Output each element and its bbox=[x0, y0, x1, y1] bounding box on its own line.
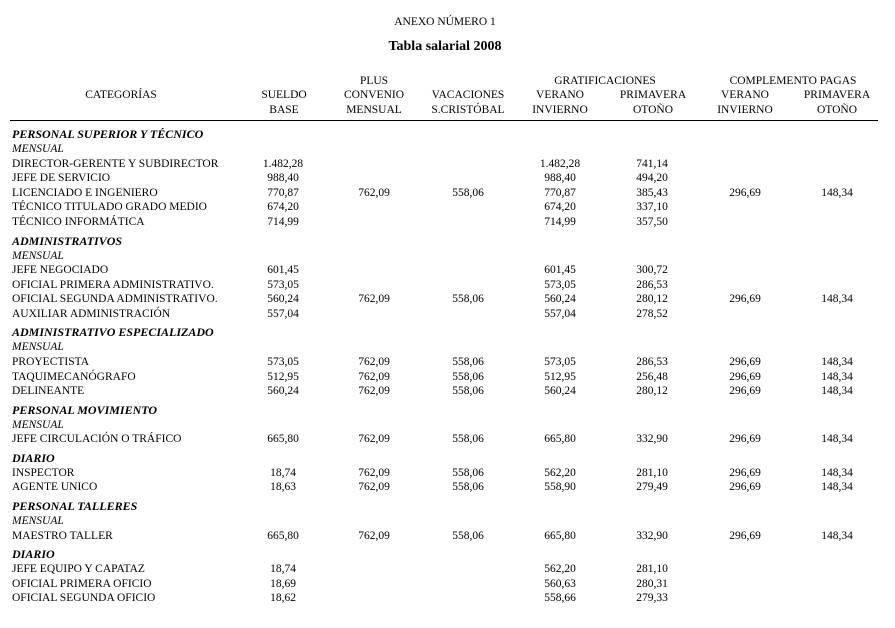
plus-convenio-value: 762,09 bbox=[358, 370, 390, 383]
sueldo-base-value: 770,87 bbox=[267, 186, 299, 199]
plus-convenio-value: 762,09 bbox=[358, 433, 390, 446]
grat-verano-value: 601,45 bbox=[544, 264, 576, 276]
grat-verano-value: 988,40 bbox=[544, 172, 576, 185]
subsection-label: MENSUAL bbox=[12, 143, 64, 155]
comp-verano-value: 296,69 bbox=[729, 481, 761, 494]
comp-primavera-value: 148,34 bbox=[821, 355, 853, 368]
grat-verano-value: 558,66 bbox=[544, 592, 576, 605]
sueldo-base-value: 18,63 bbox=[270, 481, 296, 494]
category-label: AUXILIAR ADMINISTRACIÓN bbox=[12, 307, 171, 320]
grat-primavera-value: 281,10 bbox=[636, 466, 668, 479]
section-heading: PERSONAL TALLERES bbox=[12, 499, 138, 513]
header-sueldo-line1: SUELDO bbox=[261, 89, 307, 101]
grat-verano-value: 560,24 bbox=[544, 385, 576, 398]
category-label: TAQUIMECANÓGRAFO bbox=[12, 370, 136, 383]
vacaciones-value: 558,06 bbox=[452, 186, 484, 199]
header-plus-line3: MENSUAL bbox=[346, 104, 402, 116]
grat-primavera-value: 279,33 bbox=[636, 592, 668, 605]
section-heading: PERSONAL MOVIMIENTO bbox=[12, 402, 158, 417]
grat-primavera-value: 280,12 bbox=[636, 293, 668, 306]
grat-primavera-value: 385,43 bbox=[636, 186, 668, 199]
category-label: JEFE CIRCULACIÓN O TRÁFICO bbox=[12, 433, 182, 446]
sueldo-base-value: 18,69 bbox=[270, 577, 296, 590]
comp-verano-value: 296,69 bbox=[729, 529, 761, 542]
comp-primavera-value: 148,34 bbox=[821, 293, 853, 306]
category-label: TÉCNICO TITULADO GRADO MEDIO bbox=[12, 201, 207, 214]
comp-verano-value: 296,69 bbox=[729, 293, 761, 306]
sueldo-base-value: 573,05 bbox=[267, 278, 299, 291]
section-heading: ADMINISTRATIVO ESPECIALIZADO bbox=[12, 325, 214, 340]
comp-verano-value: 296,69 bbox=[729, 355, 761, 368]
header-vacaciones-line1: VACACIONES bbox=[431, 89, 505, 101]
grat-primavera-value: 741,14 bbox=[636, 157, 668, 170]
comp-primavera-value: 148,34 bbox=[821, 481, 853, 494]
category-label: JEFE DE SERVICIO bbox=[12, 172, 111, 185]
grat-verano-value: 573,05 bbox=[544, 355, 576, 368]
grat-primavera-value: 278,52 bbox=[636, 307, 668, 320]
comp-primavera-value: 148,34 bbox=[821, 433, 853, 446]
grat-verano-value: 557,04 bbox=[544, 307, 576, 320]
subsection-label: MENSUAL bbox=[12, 249, 64, 262]
sueldo-base-value: 18,74 bbox=[270, 563, 296, 576]
section-heading: PERSONAL SUPERIOR Y TÉCNICO bbox=[12, 127, 204, 141]
plus-convenio-value: 762,09 bbox=[358, 293, 390, 306]
sueldo-base-value: 557,04 bbox=[267, 307, 299, 320]
plus-convenio-value: 762,09 bbox=[358, 481, 390, 494]
category-label: JEFE NEGOCIADO bbox=[12, 264, 109, 276]
header-grat-primavera-line2: OTOÑO bbox=[632, 104, 674, 116]
grat-verano-value: 665,80 bbox=[544, 529, 576, 542]
subsection-label: MENSUAL bbox=[12, 341, 64, 354]
header-sueldo-line2: BASE bbox=[269, 104, 299, 116]
header-plus-line1: PLUS bbox=[359, 75, 389, 87]
grat-primavera-value: 494,20 bbox=[636, 172, 668, 185]
header-comp-verano-line2: INVIERNO bbox=[717, 104, 773, 116]
category-label: JEFE EQUIPO Y CAPATAZ bbox=[12, 563, 145, 576]
sueldo-base-value: 18,62 bbox=[270, 592, 296, 605]
sueldo-base-value: 665,80 bbox=[267, 433, 299, 446]
sueldo-base-value: 714,99 bbox=[267, 215, 299, 228]
header-plus-line2: CONVENIO bbox=[343, 89, 405, 101]
sueldo-base-value: 560,24 bbox=[267, 385, 299, 398]
plus-convenio-value: 762,09 bbox=[358, 186, 390, 199]
header-categorias: CATEGORÍAS bbox=[85, 89, 157, 101]
grat-primavera-value: 281,10 bbox=[636, 563, 668, 576]
comp-verano-value: 296,69 bbox=[729, 186, 761, 199]
comp-verano-value: 296,69 bbox=[729, 433, 761, 446]
grat-primavera-value: 337,10 bbox=[636, 201, 668, 214]
sueldo-base-value: 601,45 bbox=[267, 264, 299, 276]
vacaciones-value: 558,06 bbox=[452, 481, 484, 494]
category-label: PROYECTISTA bbox=[12, 355, 90, 368]
vacaciones-value: 558,06 bbox=[452, 355, 484, 368]
plus-convenio-value: 762,09 bbox=[358, 355, 390, 368]
plus-convenio-value: 762,09 bbox=[358, 385, 390, 398]
grat-primavera-value: 280,31 bbox=[636, 577, 668, 590]
section-heading: DIARIO bbox=[12, 450, 55, 465]
comp-primavera-value: 148,34 bbox=[821, 186, 853, 199]
vacaciones-value: 558,06 bbox=[452, 385, 484, 398]
sueldo-base-value: 18,74 bbox=[270, 466, 296, 479]
comp-verano-value: 296,69 bbox=[729, 385, 761, 398]
grat-verano-value: 562,20 bbox=[544, 563, 576, 576]
grat-primavera-value: 332,90 bbox=[636, 433, 668, 446]
sueldo-base-value: 1.482,28 bbox=[262, 157, 304, 170]
header-comp-primavera-line2: OTOÑO bbox=[816, 104, 858, 116]
grat-verano-value: 512,95 bbox=[544, 370, 576, 383]
section-heading: DIARIO bbox=[12, 547, 55, 562]
grat-primavera-value: 286,53 bbox=[636, 355, 668, 368]
table-title: Tabla salarial 2008 bbox=[388, 39, 502, 54]
vacaciones-value: 558,06 bbox=[452, 466, 484, 479]
header-vacaciones-line2: S.CRISTÓBAL bbox=[431, 104, 505, 116]
category-label: DELINEANTE bbox=[12, 385, 85, 398]
category-label: OFICIAL SEGUNDA ADMINISTRATIVO. bbox=[12, 293, 218, 306]
category-label: TÉCNICO INFORMÁTICA bbox=[12, 215, 145, 228]
header-complemento: COMPLEMENTO PAGAS bbox=[729, 75, 857, 87]
sueldo-base-value: 573,05 bbox=[267, 355, 299, 368]
category-label: AGENTE UNICO bbox=[12, 481, 98, 494]
header-comp-primavera-line1: PRIMAVERA bbox=[803, 89, 871, 101]
grat-primavera-value: 300,72 bbox=[636, 264, 668, 276]
category-label: LICENCIADO E INGENIERO bbox=[12, 186, 158, 199]
grat-verano-value: 1.482,28 bbox=[539, 157, 581, 170]
grat-primavera-value: 332,90 bbox=[636, 529, 668, 542]
category-label: OFICIAL PRIMERA ADMINISTRATIVO. bbox=[12, 278, 214, 291]
comp-primavera-value: 148,34 bbox=[821, 466, 853, 479]
grat-primavera-value: 357,50 bbox=[636, 215, 668, 228]
sueldo-base-value: 665,80 bbox=[267, 529, 299, 542]
sueldo-base-value: 988,40 bbox=[267, 172, 299, 185]
grat-verano-value: 558,90 bbox=[544, 481, 576, 494]
grat-verano-value: 560,24 bbox=[544, 293, 576, 306]
grat-primavera-value: 279,49 bbox=[636, 481, 668, 494]
subsection-label: MENSUAL bbox=[12, 515, 64, 527]
header-gratificaciones: GRATIFICACIONES bbox=[554, 75, 656, 87]
header-comp-verano-line1: VERANO bbox=[721, 89, 769, 101]
comp-primavera-value: 148,34 bbox=[821, 529, 853, 542]
vacaciones-value: 558,06 bbox=[452, 370, 484, 383]
sueldo-base-value: 674,20 bbox=[267, 201, 299, 214]
grat-primavera-value: 280,12 bbox=[636, 385, 668, 398]
category-label: OFICIAL PRIMERA OFICIO bbox=[12, 577, 152, 590]
category-label: INSPECTOR bbox=[12, 466, 75, 479]
grat-verano-value: 714,99 bbox=[544, 215, 576, 228]
header-grat-verano-line1: VERANO bbox=[536, 89, 584, 101]
vacaciones-value: 558,06 bbox=[452, 433, 484, 446]
comp-primavera-value: 148,34 bbox=[821, 385, 853, 398]
vacaciones-value: 558,06 bbox=[452, 529, 484, 542]
grat-primavera-value: 256,48 bbox=[636, 370, 668, 383]
grat-verano-value: 560,63 bbox=[544, 577, 576, 590]
plus-convenio-value: 762,09 bbox=[358, 466, 390, 479]
vacaciones-value: 558,06 bbox=[452, 293, 484, 306]
header-grat-primavera-line1: PRIMAVERA bbox=[619, 89, 687, 101]
grat-verano-value: 562,20 bbox=[544, 466, 576, 479]
header-grat-verano-line2: INVIERNO bbox=[532, 104, 588, 116]
comp-primavera-value: 148,34 bbox=[821, 370, 853, 383]
grat-verano-value: 770,87 bbox=[544, 186, 576, 199]
grat-primavera-value: 286,53 bbox=[636, 278, 668, 291]
category-label: DIRECTOR-GERENTE Y SUBDIRECTOR bbox=[12, 157, 219, 170]
sueldo-base-value: 512,95 bbox=[267, 370, 299, 383]
grat-verano-value: 674,20 bbox=[544, 201, 576, 214]
section-heading: ADMINISTRATIVOS bbox=[12, 233, 123, 248]
header-divider bbox=[10, 120, 878, 121]
category-label: OFICIAL SEGUNDA OFICIO bbox=[12, 592, 156, 605]
grat-verano-value: 573,05 bbox=[544, 278, 576, 291]
annex-heading: ANEXO NÚMERO 1 bbox=[394, 16, 496, 28]
comp-verano-value: 296,69 bbox=[729, 466, 761, 479]
category-label: MAESTRO TALLER bbox=[12, 529, 113, 542]
plus-convenio-value: 762,09 bbox=[358, 529, 390, 542]
sueldo-base-value: 560,24 bbox=[267, 293, 299, 306]
grat-verano-value: 665,80 bbox=[544, 433, 576, 446]
comp-verano-value: 296,69 bbox=[729, 370, 761, 383]
subsection-label: MENSUAL bbox=[12, 418, 64, 431]
